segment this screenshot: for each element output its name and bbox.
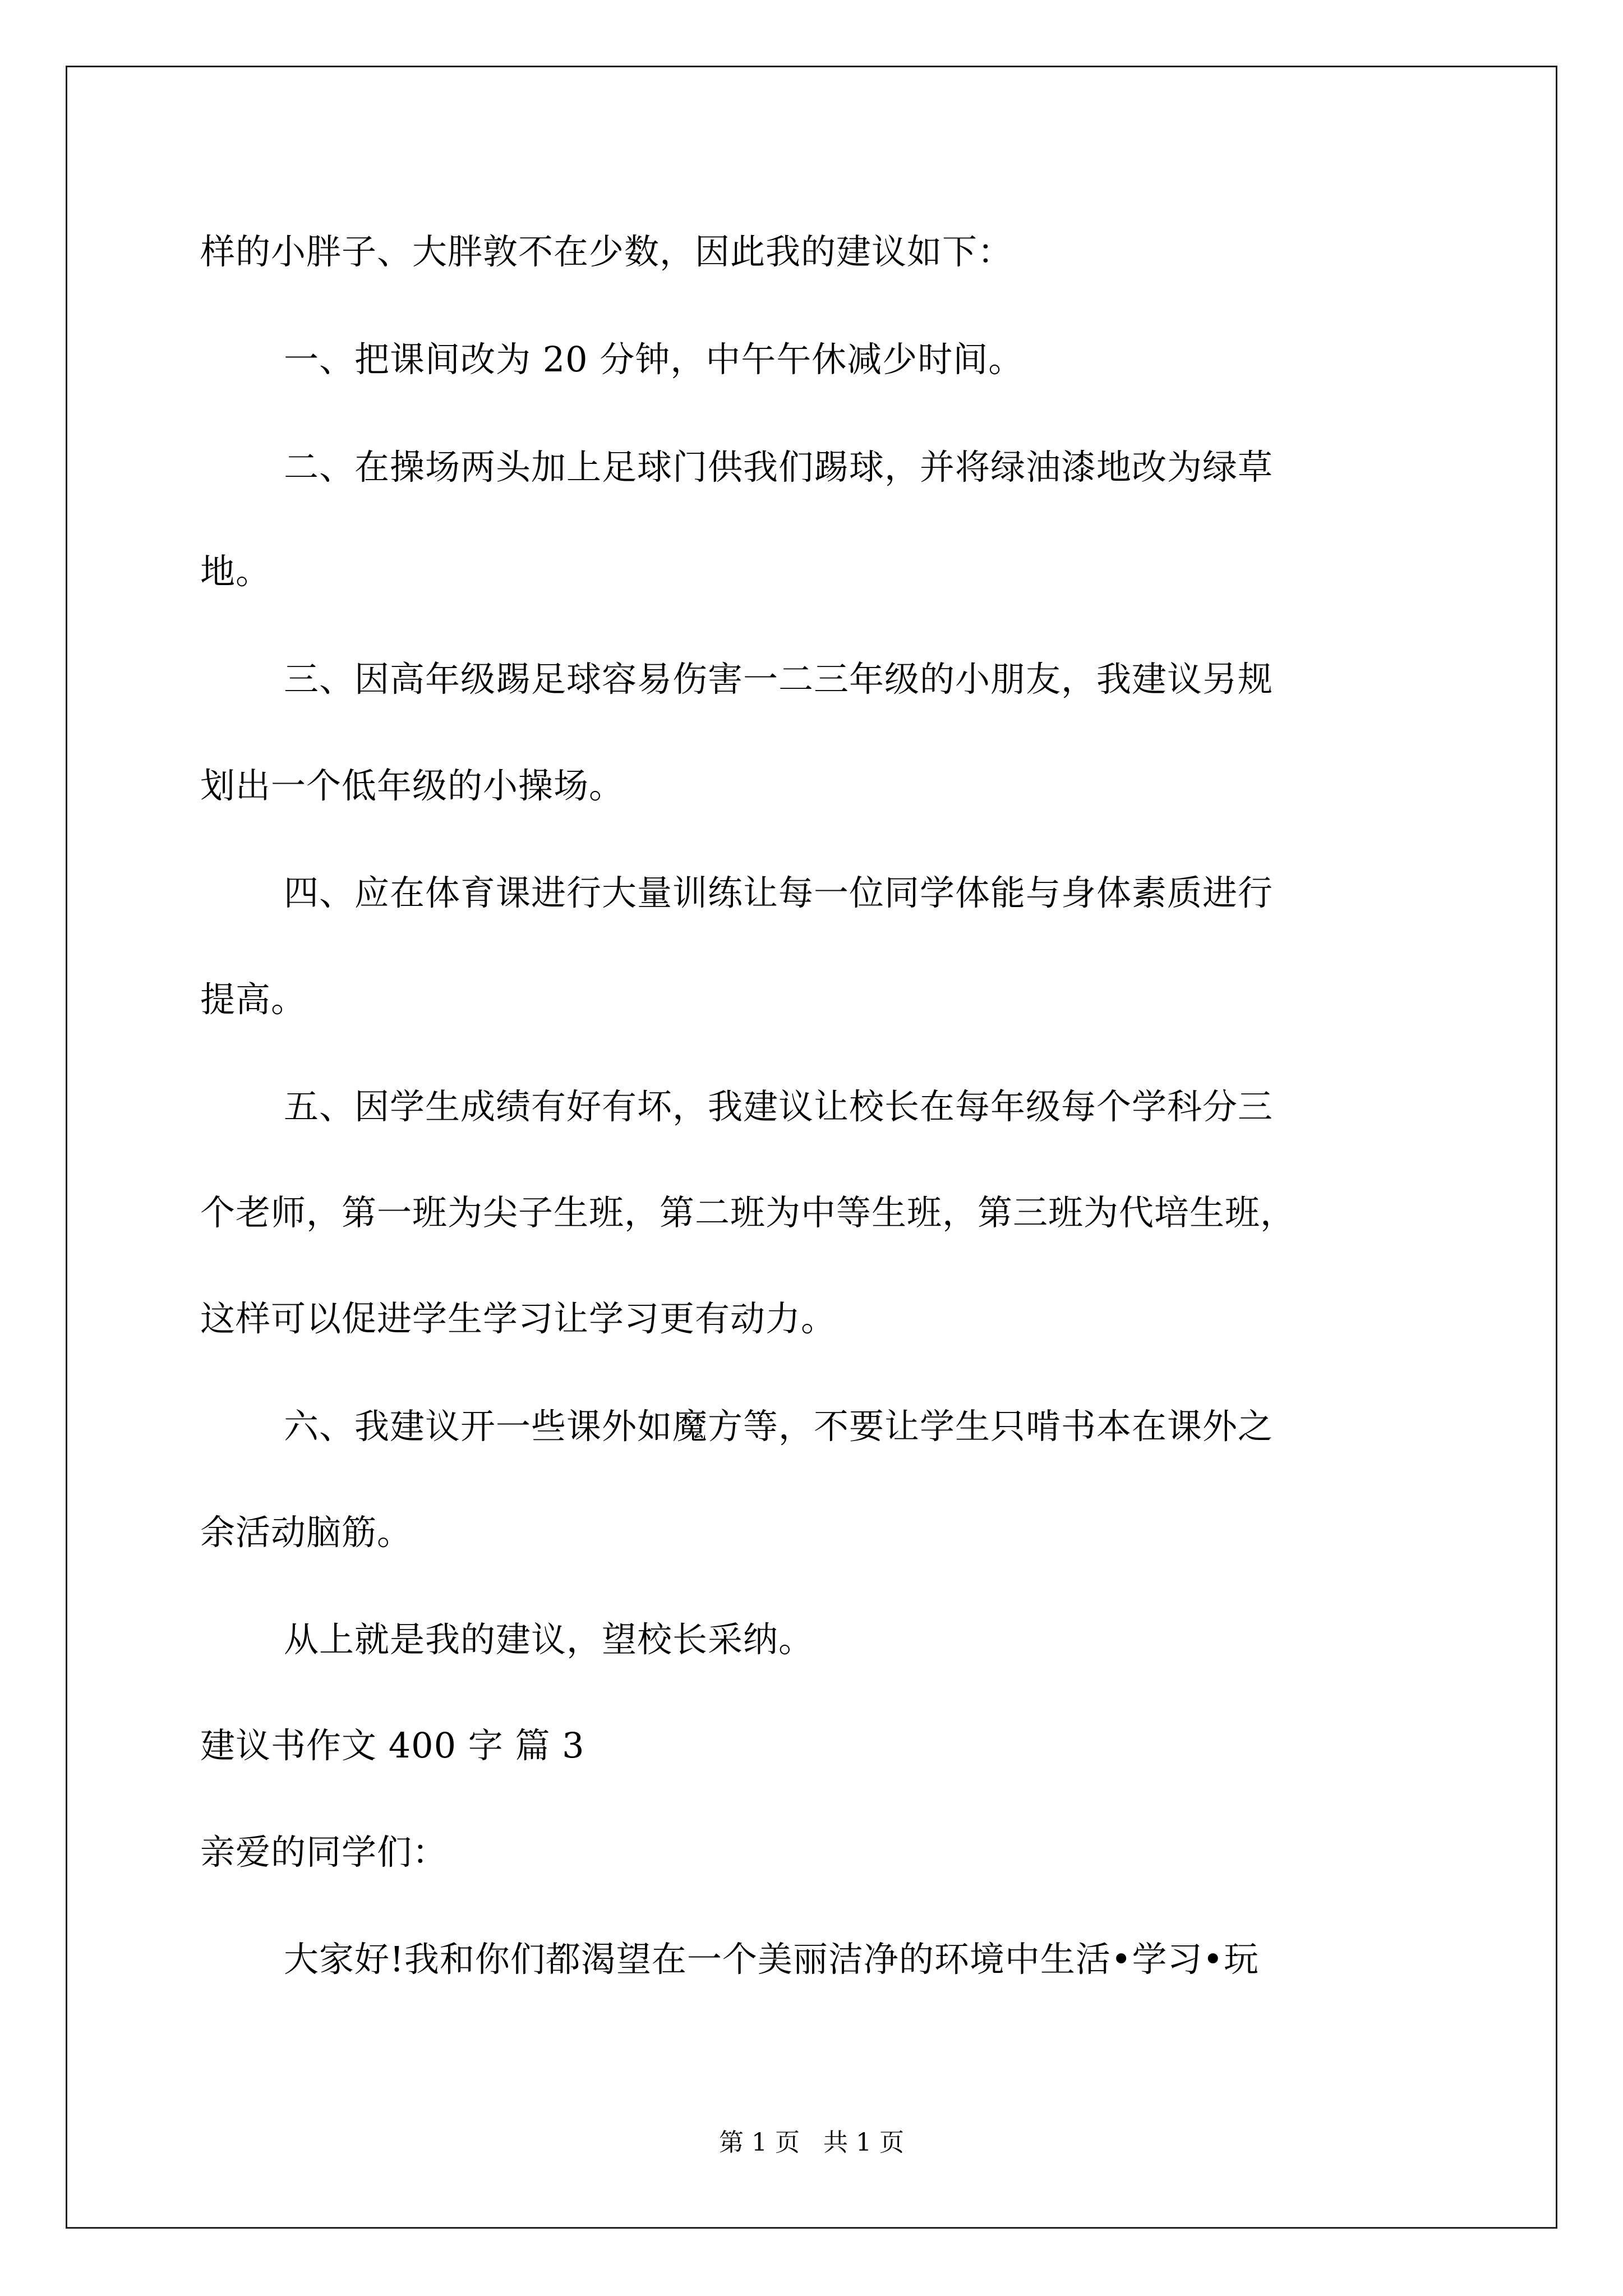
body-line: 地。 [200, 551, 271, 592]
body-line: 余活动脑筋。 [200, 1512, 413, 1553]
body-line: 六、我建议开一些课外如魔方等，不要让学生只啃书本在课外之 [284, 1406, 1274, 1447]
section-heading: 建议书作文 400 字 篇 3 [200, 1725, 585, 1766]
body-line: 从上就是我的建议，望校长采纳。 [284, 1619, 814, 1660]
body-line: 这样可以促进学生学习让学习更有动力。 [200, 1298, 837, 1339]
body-line: 划出一个低年级的小操场。 [200, 765, 625, 806]
page-border [66, 66, 1557, 2229]
body-line: 提高。 [200, 979, 307, 1020]
body-line: 四、应在体育课进行大量训练让每一位同学体能与身体素质进行 [284, 872, 1274, 913]
page-number-footer: 第 1 页 共 1 页 [719, 2128, 904, 2157]
body-line: 五、因学生成绩有好有坏，我建议让校长在每年级每个学科分三 [284, 1086, 1274, 1127]
body-line: 一、把课间改为 20 分钟，中午午休减少时间。 [284, 339, 1024, 380]
body-line: 二、在操场两头加上足球门供我们踢球，并将绿油漆地改为绿草 [284, 447, 1274, 487]
salutation: 亲爱的同学们： [200, 1832, 448, 1872]
body-line: 三、因高年级踢足球容易伤害一二三年级的小朋友，我建议另规 [284, 659, 1274, 700]
body-line: 个老师，第一班为尖子生班，第二班为中等生班，第三班为代培生班， [200, 1192, 1296, 1233]
body-line: 样的小胖子、大胖敦不在少数，因此我的建议如下： [200, 231, 1013, 272]
body-line: 大家好!我和你们都渴望在一个美丽洁净的环境中生活•学习•玩 [284, 1939, 1260, 1980]
